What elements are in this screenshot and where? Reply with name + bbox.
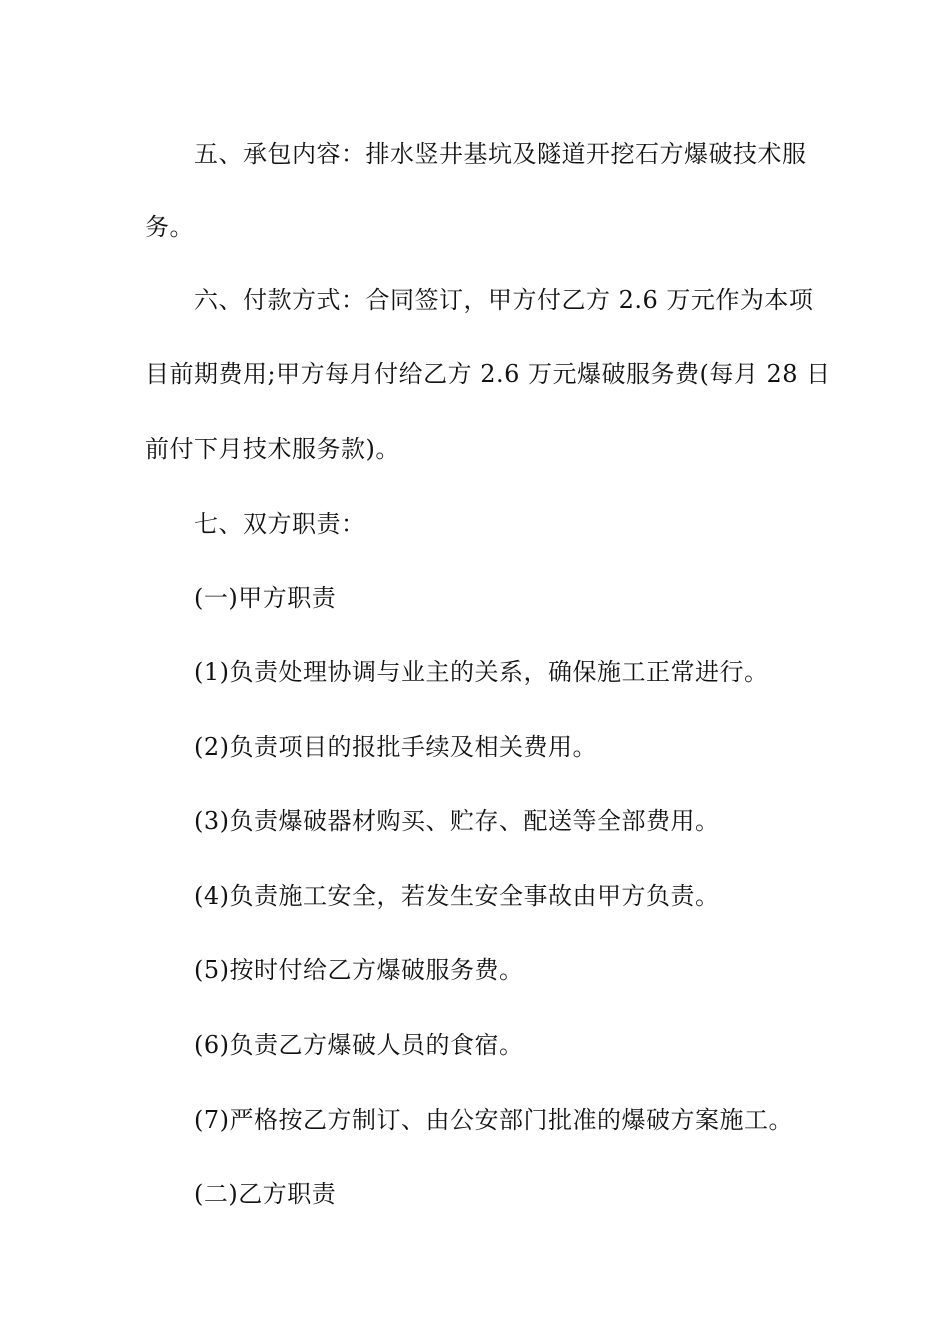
party-a-duty-7: (7)严格按乙方制订、由公安部门批准的爆破方案施工。: [194, 1106, 793, 1134]
clause-6-line-1: 六、付款方式：合同签订，甲方付乙方 2.6 万元作为本项: [194, 286, 814, 314]
party-a-duties-heading: (一)甲方职责: [194, 584, 337, 612]
party-a-duty-1: (1)负责处理协调与业主的关系，确保施工正常进行。: [194, 658, 769, 686]
clause-6-line-2: 目前期费用;甲方每月付给乙方 2.6 万元爆破服务费(每月 28 日: [145, 360, 831, 388]
party-a-duty-4: (4)负责施工安全，若发生安全事故由甲方负责。: [194, 882, 720, 910]
clause-5-line-1: 五、承包内容：排水竖井基坑及隧道开挖石方爆破技术服: [194, 140, 807, 168]
clause-6-line-3: 前付下月技术服务款)。: [145, 435, 400, 463]
clause-5-line-2: 务。: [145, 213, 194, 241]
party-a-duty-5: (5)按时付给乙方爆破服务费。: [194, 956, 524, 984]
clause-7-heading: 七、双方职责：: [194, 510, 366, 538]
party-b-duties-heading: (二)乙方职责: [194, 1180, 337, 1208]
party-a-duty-6: (6)负责乙方爆破人员的食宿。: [194, 1031, 524, 1059]
party-a-duty-3: (3)负责爆破器材购买、贮存、配送等全部费用。: [194, 807, 720, 835]
party-a-duty-2: (2)负责项目的报批手续及相关费用。: [194, 733, 597, 761]
